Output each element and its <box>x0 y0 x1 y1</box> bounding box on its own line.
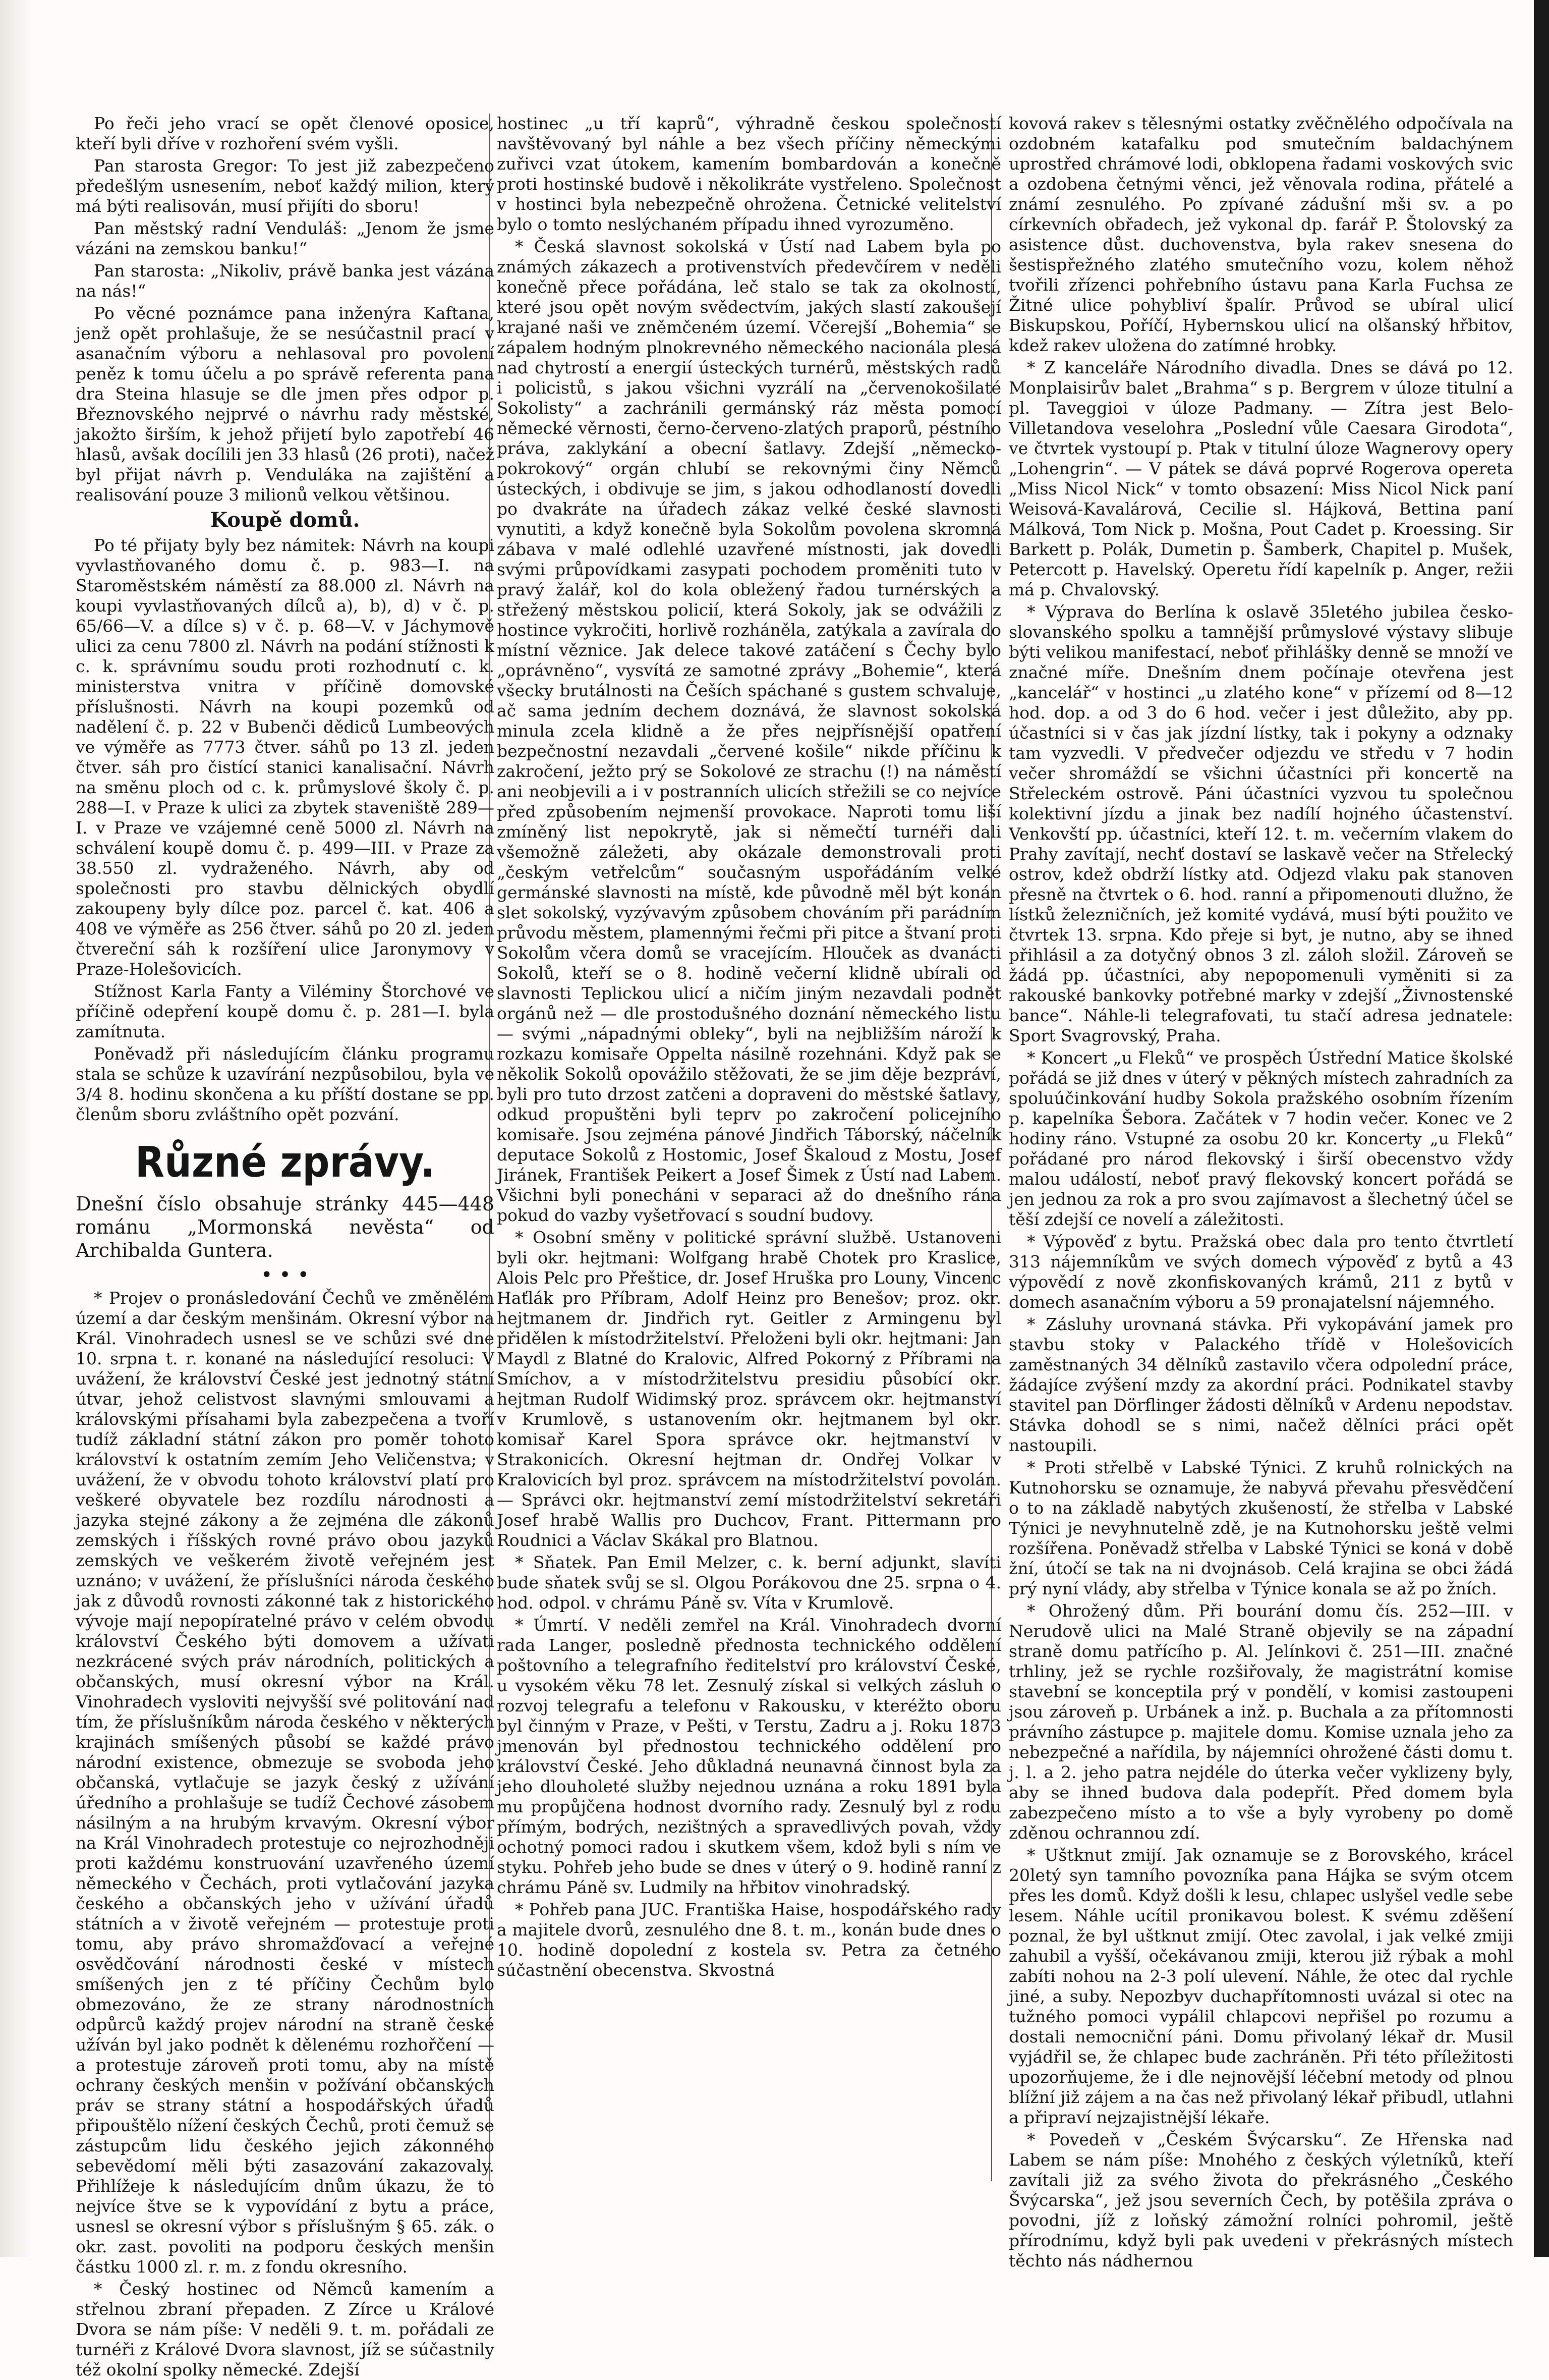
left-gutter-margin <box>0 0 30 2257</box>
paragraph: * Uštknut zmijí. Jak oznamuje se z Borovského, krácel 20letý syn tamního povozníka pana Hájka se svým otcem přes les domů. Když došli k lesu, chlapec uslyšel vedle sebe lesem. Náhle ucítil pronikavou bolest. K svému zděšení poznal, že byl uštknut zmijí. Otec zavolal, i jak velké zmiji zahubil a vyšší, očekávanou zmiji, kterou již rýbak a mohl zabíti nohou na 2-3 polí ulevení. Náhle, že otec dal rychle jiné, a suby. Nepozbyv duchapřítomnosti uvázal si otec na tužného pomoci vypálil chlapcovi nepřišel po rozumu a dostali nemocniční páni. Domu přivolaný lékař dr. Musil vyjádřil se, že chlapec bude zachráněn. Při této příležitosti upozorňujeme, že i dle nejnovější léčební metody od plnou blížní již zájem a na čas než přivolaný lékař přibudl, utlahni a připraví nejzajistnější lékaře. <box>1009 1845 1513 2127</box>
paragraph: Pan starosta Gregor: To jest již zabezpečeno předešlým usnesením, neboť každý milion, který má býti realisován, musí přijíti do sboru! <box>76 156 494 216</box>
paragraph: * Osobní směny v politické správní službě. Ustanoveni byli okr. hejtmani: Wolfgang hrabě Chotek pro Kraslice, Alois Pelc pro Přeštice, dr. Josef Hruška pro Louny, Vincenc Haťlák pro Příbram, Adolf Heinz pro Benešov; proz. okr. hejtmanem dr. Jindřich ryt. Geitler z Armingenu byl přidělen k místodržitelství. Přeloženi byli okr. hejtmani: Jan Maydl z Blatné do Kralovic, Alfred Pokorný z Příbrami na Smíchov, a v místodržitelstvu presidiu působící okr. hejtman Rudolf Widimský proz. správcem okr. hejtmanství v Krumlově, s ustanovením okr. hejtmanem byl okr. komisař Karel Spora správce okr. hejtmanství v Strakonicích. Okresní hejtman dr. Ondřej Volkar v Kralovicích byl proz. správcem na místodržitelství povolán. — Správci okr. hejtmanství zemí místodržitelství sekretáři Josef hrabě Wallis pro Duchcov, Frant. Pittermann pro Roudnici a Václav Skákal pro Blatnou. <box>497 1228 1001 1550</box>
paragraph: * Pohřeb pana JUC. Františka Haise, hospodářského rady a majitele dvorů, zesnulého dne 8. t. m., konán bude dnes o 10. hodině dopolední z kostela sv. Petra za četného súčastnění obecenstva. Skvostná <box>497 1900 1001 1980</box>
paragraph: * Český hostinec od Němců kamením a střelnou zbraní přepaden. Z Zírce u Králové Dvora se nám píše: V neděli 9. t. m. pořádali ze turnéři z Králové Dvora slavnost, jíž se súčastnily též okolní spolky německé. Zdejší <box>76 2279 494 2379</box>
paragraph: Pan starosta: „Nikoliv, právě banka jest vázána na nás!“ <box>76 261 494 301</box>
paragraph: Stížnost Karla Fanty a Viléminy Štorchové ve příčině odepření koupě domu č. p. 281—I. byla zamítnuta. <box>76 981 494 1041</box>
paragraph: * Česká slavnost sokolská v Ústí nad Labem byla po známých zákazech a protivenstvích předevčírem v neděli konečně přece pořádána, leč stalo se tak za okolností, které jsou opět novým svědectvím, jakých slastí zakoušejí krajané naši ve zněmčeném území. Včerejší „Bohemia“ se zápalem hodným plnokrevného německého nacionála plesá nad chytrostí a energií ústeckých turnérů, městských radů i policistů, s jakou všichni vyzrálí na „červenokošilaté Sokolisty“ a zachránili germánský ráz města pomocí německé věrnosti, černo-červeno-zlatých praporů, péstního práva, zaklykání a obecní šatlavy. Zdejší „německo-pokrokový“ orgán chlubí se rekovnými činy Němců ústeckých, i obdivuje se jim, s jakou odhodlaností dovedli po dvakráte na úřadech zákaz velké české slavnosti vynutiti, a když konečně byla Sokolům povolena skromná zábava v malé odlehlé uzavřené místnosti, jak dovedli svými průpovídkami zasypati pochodem proměniti tuto v pravý žalář, kol do kola obležený řadou turnérských a střežený městskou policií, která Sokoly, jak se odvážili z hostince vykročiti, horlivě rozháněla, zatýkala a zavírala do místní věznice. Jak delece takové zatáčení s Čechy bylo „oprávněno“, vysvítá ze samotné zprávy „Bohemie“, která všecky brutálnosti na Češích spáchané s gustem schvaluje, ač sama jedním dechem doznává, že slavnost sokolská minula zcela klidně a že přes nejpřísnější opatření bezpečnostní nezavdali „červené košile“ nikde příčinu k zakročení, ježto prý se Sokolové ze strachu (!) na náměstí ani neobjevili a i v postranních ulicích střežili se co nejvíce před způsobením nejmenší provokace. Naproti tomu liší zmíněný list nepokrytě, jak si němečtí turnéři dali všemožně záležeti, aby okázale demonstrovali proti „českým vetřelcům“ současným uspořádáním velké germánské slavnosti na místě, kde původně měl být konán slet sokolský, vyzývavým způsobem chováním při parádním průvodu městem, plamennými řečmi při pitce a štvaní proti Sokolům včera domů se vracejícím. Hlouček as dvanácti Sokolů, kteří se o 8. hodině večerní klidně ubírali od slavnosti Teplickou ulicí a ničím jiným nezavdali podnět orgánů než — dle prostodušného doznání německého listu — svými „nápadnými obleky“, byli na nejbližším nároží k rozkazu komisaře Oppelta násilně rozehnáni. Když pak se několik Sokolů opovážilo stěžovati, že se jim děje bezpráví, byli pro tuto drzost zatčeni a dopraveni do městské šatlavy, odkud propuštěni byli teprv po zakročení policejního komisaře. Jsou zejména pánové Jindřich Táborský, náčelník deputace Sokolů z Hostomic, Josef Škaloud z Mostu, Josef Jiránek, František Peikert a Josef Šimek z Ústí nad Labem. Všichni byli ponecháni v separaci až do dnešního rána pokud do vazby vyšetřovací s soudní budovy. <box>497 237 1001 1225</box>
lead-note: Dnešní číslo obsahuje stránky 445—448 románu „Mormonská nevěsta“ od Archibalda Guntera. <box>76 1193 494 1261</box>
paragraph: * Koncert „u Fleků“ ve prospěch Ústřední Matice školské pořádá se již dnes v úterý v pěkných místech zahradních za spoluúčinkování hudby Sokola pražského osobním řízením p. kapelníka Šebora. Začátek v 7 hodin večer. Konec ve 2 hodiny ráno. Vstupné za osobu 20 kr. Koncerty „u Fleků“ pořádané pro národ flekovský i širší obecenstvo vždy malou událostí, neboť pravý flekovský koncert pořádá se jen jednou za rok a pro svou zajímavost a šlechetný účel se těší zdejší ce novelí a záležitosti. <box>1009 1048 1513 1229</box>
paragraph: * Z kanceláře Národního divadla. Dnes se dává po 12. Monplaisirův balet „Brahma“ s p. Bergrem v úloze titulní a pl. Taveggioi v úloze Padmany. — Zítra jest Belo-Villetandova veselohra „Poslední vůle Caesara Girodota“, ve čtvrtek vystoupí p. Ptak v titulní úloze Wagnerovy opery „Lohengrin“. — V pátek se dává poprvé Rogerova opereta „Miss Nicol Nick“ v tomto obsazení: Miss Nicol Nick paní Weisová-Kavalárová, Cecilie sl. Hájková, Bettina paní Málková, Tom Nick p. Mošna, Pout Cadet p. Kroessing. Sir Barkett p. Polák, Dumetin p. Šamberk, Chapitel p. Mušek, Petercott p. Havelský. Operetu řídí kapelník p. Anger, režii má p. Chvalovský. <box>1009 358 1513 599</box>
paragraph: * Povedeň v „Českém Švýcarsku“. Ze Hřenska nad Labem se nám píše: Mnohého z českých výletníků, kteří zavítali již za svého života do překrásného „Českého Švýcarska“, jež jsou severních Čech, by potěšila zpráva o povodni, jíž z loňský zámožní rolníci pohromil, ještě přírodnímu, když byli pak uvedeni v překrásných místech těchto nás nádhernou <box>1009 2130 1513 2271</box>
paragraph: * Zásluhy urovnaná stávka. Při vykopávání jamek pro stavbu stoky v Palackého třídě v Holešovicích zaměstnaných 34 dělníků zastavilo včera odpolední práce, žádajíce zvýšení mzdy za akordní práci. Podnikatel stavby stavitel pan Dörflinger žádosti dělníků v Ardenu nepodstav. Stávka dohodl se s nimi, načež dělníci práci opět nastoupili. <box>1009 1314 1513 1455</box>
paragraph: * Projev o pronásledování Čechů ve změnělém území a dar českým menšinám. Okresní výbor na Král. Vinohradech usnesl se ve schůzi své dne 10. srpna t. r. konané na následující resoluci: V uvážení, že království České jest jednotný státní útvar, jehož celistvost slavnými smlouvami a královskými přísahami byla zabezpečena a tvoří tudíž základní státní zákon pro poměr tohoto království k ostatním zemím Jeho Veličenstva; v uvážení, že v obvodu tohoto království platí pro veškeré obyvatele bez rozdílu národnosti a jazyka stejné zákony a že zejména dle zákonů zemských i říšských rovné právo obou jazyků zemských ve veškerém životě veřejném jest uznáno; v uvážení, že příslušníci národa českého jak z důvodů rovnosti zákonné tak z historického vývoje mají nepopíratelné právo v celém obvodu království Českého býti domovem a užívati nezkrácené svých práv národních, politických a občanských, musí okresní výbor na Král. Vinohradech vysloviti nejvyšší své politování nad tím, že příslušníkům národa českého v některých krajinách smíšených působí se každé právo národní existence, obmezuje se svoboda jeho občanská, vytlačuje se jazyk český z užívání úředního a prohlašuje se tudíž Čechové zásobem násilným a na hrubým krvavým. Okresní výbor na Král Vinohradech protestuje co nejrozhodněji proti každému konstruování uzavřeného území německého v Čechách, proti vytlačování jazyka českého a občanských jeho v užívání úřadů státních a v životě veřejném — protestuje proti tomu, aby právo shromažďovací a veřejné osvědčování národnosti české v místech smíšených jen z té příčiny Čechům bylo obmezováno, že ze strany národnostních odpůrců každý projev národní na straně české užíván byl jako podnět k dělenému rozhořčení — a protestuje zároveň proti tomu, aby na místě ochrany českých menšin v požívání občanských práv se strany státní a hospodářských úřadů připouštělo nížení českých Čechů, proti čemuž se zástupcům lidu českého jejich zákonného sebevědomí měli býti zasazování zakazovaly. Přihlížeje k následujícím dnům úkazu, že to nejvíce štve se k vypovídání z bytu a práce, usnesl se okresní výbor s příslušným § 65. zák. o okr. zast. povoliti na podporu českých menšin částku 1000 zl. r. m. z fondu okresního. <box>76 1288 494 2277</box>
paragraph: * Sňatek. Pan Emil Melzer, c. k. berní adjunkt, slavíti bude sňatek svůj se sl. Olgou Porákovou dne 25. srpna o 4. hod. odpol. v chrámu Páně sv. Víta v Krumlově. <box>497 1553 1001 1613</box>
paragraph: Po řeči jeho vrací se opět členové oposice, kteří byli dříve v rozhoření svém vyšli. <box>76 114 494 153</box>
column-2 <box>497 114 1001 2191</box>
subheading: Koupě domů. <box>210 508 360 532</box>
paragraph: hostinec „u tří kaprů“, výhradně českou společností navštěvovaný byl náhle a bez všech příčiny německými zuřivci vzat útokem, kamením bombardován a konečně proti hostinské budově i několikráte vystřeleno. Společnost v hostinci byla nebezpečně ohrožena. Četnické velitelství bylo o tomto neslýchaném případu ihned vyrozuměno. <box>497 114 1001 234</box>
paragraph: Poněvadž při následujícím článku programu stala se schůze k uzavírání nezpůsobilou, byla ve 3/4 8. hodinu skončena a ku příští dostane se pp. členům sboru zvláštního opět pozvání. <box>76 1044 494 1124</box>
column-1 <box>76 114 494 2379</box>
paragraph: * Ohrožený dům. Při bourání domu čís. 252—III. v Nerudově ulici na Malé Straně objevily se na západní straně domu patřícího p. Al. Jelínkovi č. 251—III. značné trhliny, jež se rychle rozšiřovaly, že magistrátní komise stavební se konceptila prý v pondělí, v komisi zastoupeni jsou zároveň p. Urbánek a inž. p. Buchala a za přítomnosti právního zástupce p. majitele domu. Komise uznala jeho za nebezpečné a nařídila, by nájemníci ohrožené části domu t. j. l. a 2. jeho patra nejdéle do úterka večer vyklizeny byly, aby se ihned budova dala podepřít. Před domem byla zabezpečeno místo a to vše a byly vyrobeny po domě zděnou ochrannou zdí. <box>1009 1601 1513 1843</box>
column-3 <box>1009 114 1513 2271</box>
paragraph: Po věcné poznámce pana inženýra Kaftana, jenž opět prohlašuje, že se nesúčastnil prací v asanačním výboru a nehlasoval pro povolení peněz k tomu účelu a po správě referenta pana dra Steina hlasuje se dle jmen přes odpor p. Březnovského nejprvé o návrhu rady městské, jakožto širším, k jehož přijetí bylo zapotřebí 46 hlasů, avšak docílili jen 33 hlasů (26 proti), načež byl přijat návrh p. Venduláka na zajištění a realisování pouze 3 milionů velkou většinou. <box>76 303 494 505</box>
paragraph: kovová rakev s tělesnými ostatky zvěčnělého odpočívala na ozdobném katafalku pod smutečním baldachýnem uprostřed chrámové lodi, obklopena řadami voskových svic a ozdobena četnými věnci, jež věnovala rodina, přátelé a známí zesnulého. Po zpívané zádušní mši sv. a po církevních obřadech, jež vykonal dp. farář P. Štolovský za asistence důst. duchovenstva, byla rakev snesena do šestispřežného zlatého smutečního vozu, kolem něhož tvořili zřízenci pohřebního ústavu pana Karla Fuchsa ze Žitné ulice pohybliví špalír. Průvod se ubíral ulicí Biskupskou, Poříčí, Hybernskou ulicí na olšanský hřbitov, kdež rakev uložena do zatímné hrobky. <box>1009 114 1513 355</box>
paragraph: * Výprava do Berlína k oslavě 35letého jubilea česko-slovanského spolku a tamnější průmyslové výstavy slibuje býti velikou manifestací, neboť přihlášky denně se množí ve značné míře. Dnešním dnem počínaje otevřena jest „kancelář“ v hostinci „u zlatého kone“ v přízemí od 8—12 hod. dop. a od 3 do 6 hod. večer i jest důležito, aby pp. účastníci si v čas jak jízdní lístky, tak i pokyny a odznaky tam vyzvedli. V předvečer odjezdu ve středu v 7 hodin večer shromáždí se všichni účastníci při koncertě na Střeleckém ostrově. Páni účastníci vyzvou tu společnou kolektivní jízdu a jinak bez nadílí hojného účastenství. Venkovští pp. účastníci, kteří 12. t. m. večerním vlakem do Prahy zavítají, nechť dostaví se laskavě večer na Střelecký ostrov, kdež obdrží lístky atd. Odjezd vlaku pak stanoven přesně na čtvrtek o 6. hod. ranní a připomenouti dlužno, že lístků železničních, jež komité vydává, musí býti použito ve čtvrtek 13. srpna. Kdo přeje si byt, je nutno, aby se ihned přihlásil a za dotyčný obnos 3 zl. záloh složil. Zároveň se žádá pp. účastníci, aby nepopomenuli vyměniti si za rakouské bankovky potřebné marky v zdejší „Živnostenské bance“. Náhle-li telegrafovati, tu stačí adresa jednatele: Sport Svagrovský, Praha. <box>1009 602 1513 1045</box>
paragraph: * Úmrtí. V neděli zemřel na Král. Vinohradech dvorní rada Langer, posledně přednosta technického oddělení poštovního a telegrafního ředitelství pro království České, u vysokém věku 78 let. Zesnulý získal si velkých zásluh o rozvoj telegrafu a telefonu v Rakousku, v kteréžto oboru byl činným v Praze, v Pešti, v Terstu, Zadru a j. Roku 1873 jmenován byl přednostou technického oddělení pro království České. Jeho důkladná neunavná činnost byla za jeho dlouholeté služby nejednou uznána a roku 1891 byla mu propůjčena hodnost dvorního rady. Zesnulý byl z rodu přímým, bodrých, nezištných a spravedlivých povah, vždy ochotný pomoci radou i skutkem všem, kdož byli s ním ve styku. Pohřeb jeho bude se dnes v úterý o 9. hodině ranní z chrámu Páně sv. Ludmily na hřbitov vinohradský. <box>497 1615 1001 1897</box>
paragraph: Pan městský radní Venduláš: „Jenom že jsme vázáni na zemskou banku!“ <box>76 218 494 258</box>
paragraph: * Výpověď z bytu. Pražská obec dala pro tento čtvrtletí 313 nájemníkům ve svých domech výpověď z bytů a 43 výpovědí z nově zkonfiskovaných krámů, 211 z bytů v domech asanačním výboru a 59 pronajatelsní nájemného. <box>1009 1232 1513 1312</box>
right-page-edge <box>1534 0 1549 2257</box>
section-heading: Různé zprávy. <box>135 1137 435 1187</box>
divider-dots: • • • <box>260 1263 310 1287</box>
paragraph: * Proti střelbě v Labské Týnici. Z kruhů rolnických na Kutnohorsku se oznamuje, že nabyvá převahu přesvědčení o to na základě nabytých zkušeností, že střelba v Labské Týnici je nevyhnutelně zdě, je na Kutnohorsku ještě velmi rozšířena. Poněvadž střelba v Labské Týnici se koná v době žní, útočí se tak na ni dvojnásob. Celá krajina se obci žádá prý nyní vlády, aby střelba v Týnice konala se až po žních. <box>1009 1458 1513 1598</box>
paragraph: Po té přijaty byly bez námitek: Návrh na koupi vyvlastňovaného domu č. p. 983—I. na Staroměstském náměstí za 88.000 zl. Návrh na koupi vyvlastňovaných dílců a), b), d) v č. p. 65/66—V. a dílce s) v č. p. 68—V. v Jáchymově ulici za cenu 7800 zl. Návrh na podání stížnosti k c. k. správnímu soudu proti rozhodnutí c. k. ministerstva vnitra v příčině domovské příslušnosti. Návrh na koupi pozemků od nadělení č. p. 22 v Bubenči dědiců Lumbeových ve výměře as 7773 čtver. sáhů po 13 zl. jeden čtver. sáh pro čistící stanici kanalisační. Návrh na směnu ploch od c. k. průmyslové školy č. p. 288—I. v Praze k ulici za zbytek staveniště 289—I. v Praze ve vzájemné ceně 5000 zl. Návrh na schválení koupě domu č. p. 499—III. v Praze za 38.550 zl. vydraženého. Návrh, aby od společnosti pro stavbu dělnických obydlí zakoupeny byly dílce poz. parcel č. kat. 406 a 408 ve výměře as 256 čtver. sáhů po 20 zl. jeden čtvereční sáh k rozšíření ulice Jaronymovy v Praze-Holešovicích. <box>76 535 494 979</box>
